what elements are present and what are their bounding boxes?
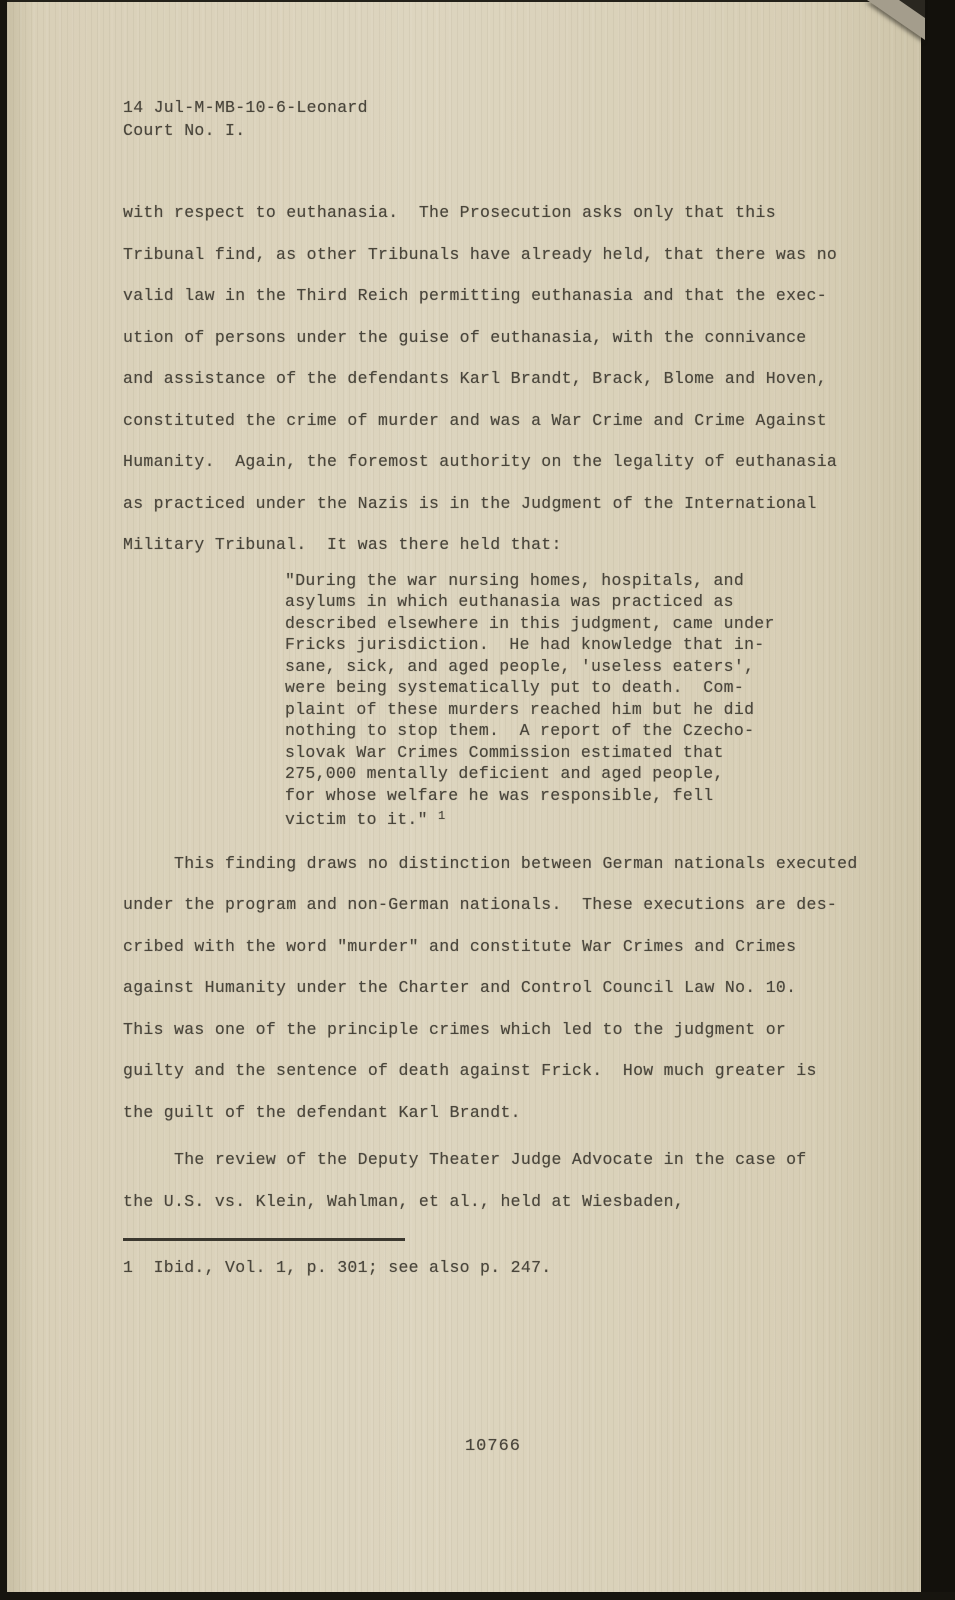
text-line: for whose welfare he was responsible, fell [285, 785, 714, 805]
text-line: This was one of the principle crimes which led to the judgment or [123, 1019, 787, 1039]
text-line: 275,000 mentally deficient and aged people, [285, 764, 724, 783]
scan-edge-top [0, 0, 955, 2]
text-line: cribed with the word "murder" and constitute War Crimes and Crimes [123, 936, 797, 956]
block-quote [285, 570, 861, 831]
quote-closing-text: victim to it." [285, 810, 439, 829]
header-docket-line: 14 Jul-M-MB-10-6-Leonard [123, 98, 368, 117]
block-quote-lines [285, 570, 861, 807]
text-line: Fricks jurisdiction. He had knowledge that in- [285, 635, 765, 654]
text-line: with respect to euthanasia. The Prosecution asks only that this [123, 203, 776, 222]
paragraph-2 [123, 843, 861, 1134]
text-line: asylums in which euthanasia was practiced as [285, 592, 734, 611]
text-line: guilty and the sentence of death against Frick. How much greater is [123, 1061, 817, 1080]
block-quote-last-line [285, 806, 861, 831]
text-line: valid law in the Third Reich permitting euthanasia and that the exec- [123, 286, 827, 305]
text-line: as practiced under the Nazis is in the Judgment of the International [123, 493, 817, 513]
scan-edge-bottom [0, 1592, 955, 1600]
paragraph-3 [123, 1139, 861, 1222]
text-line: This finding draws no distinction between German nationals executed [123, 853, 858, 873]
text-line: nothing to stop them. A report of the Czecho- [285, 721, 755, 740]
footnote-separator [123, 1238, 405, 1241]
text-line: were being systematically put to death. Com- [285, 678, 745, 697]
text-line: the U.S. vs. Klein, Wahlman, et al., held at Wiesbaden, [123, 1191, 685, 1211]
text-line: under the program and non-German nationals. These executions are des- [123, 895, 838, 914]
text-line: Tribunal find, as other Tribunals have already held, that there was no [123, 244, 838, 264]
text-line: sane, sick, and aged people, 'useless eaters', [285, 656, 755, 676]
text-line: ution of persons under the guise of euthanasia, with the connivance [123, 327, 807, 347]
scan-edge-left [0, 0, 7, 1600]
text-line: The review of the Deputy Theater Judge Advocate in the case of [123, 1150, 807, 1169]
text-line: against Humanity under the Charter and Control Council Law No. 10. [123, 978, 797, 997]
text-line: Military Tribunal. It was there held that: [123, 535, 562, 554]
page-corner-shadow [899, 0, 925, 18]
footnote-ref-mark: 1 [438, 809, 446, 823]
document-page [7, 0, 921, 1600]
text-line: the guilt of the defendant Karl Brandt. [123, 1102, 521, 1122]
text-line: slovak War Crimes Commission estimated that [285, 742, 724, 762]
text-line: plaint of these murders reached him but he did [285, 699, 755, 719]
text-line: described elsewhere in this judgment, came under [285, 613, 775, 633]
text-line: and assistance of the defendants Karl Brandt, Brack, Blome and Hoven, [123, 369, 827, 388]
text-line: Humanity. Again, the foremost authority on the legality of euthanasia [123, 452, 838, 471]
text-line: constituted the crime of murder and was a War Crime and Crime Against [123, 410, 827, 430]
scan-edge-right [921, 0, 955, 1600]
page-number: 10766 [464, 1437, 521, 1456]
header-court-line: Court No. I. [123, 121, 246, 140]
document-header [123, 96, 861, 142]
paragraph-1 [123, 192, 861, 566]
footnote-text: 1 Ibid., Vol. 1, p. 301; see also p. 247. [123, 1258, 552, 1277]
text-line: "During the war nursing homes, hospitals, and [285, 570, 745, 590]
